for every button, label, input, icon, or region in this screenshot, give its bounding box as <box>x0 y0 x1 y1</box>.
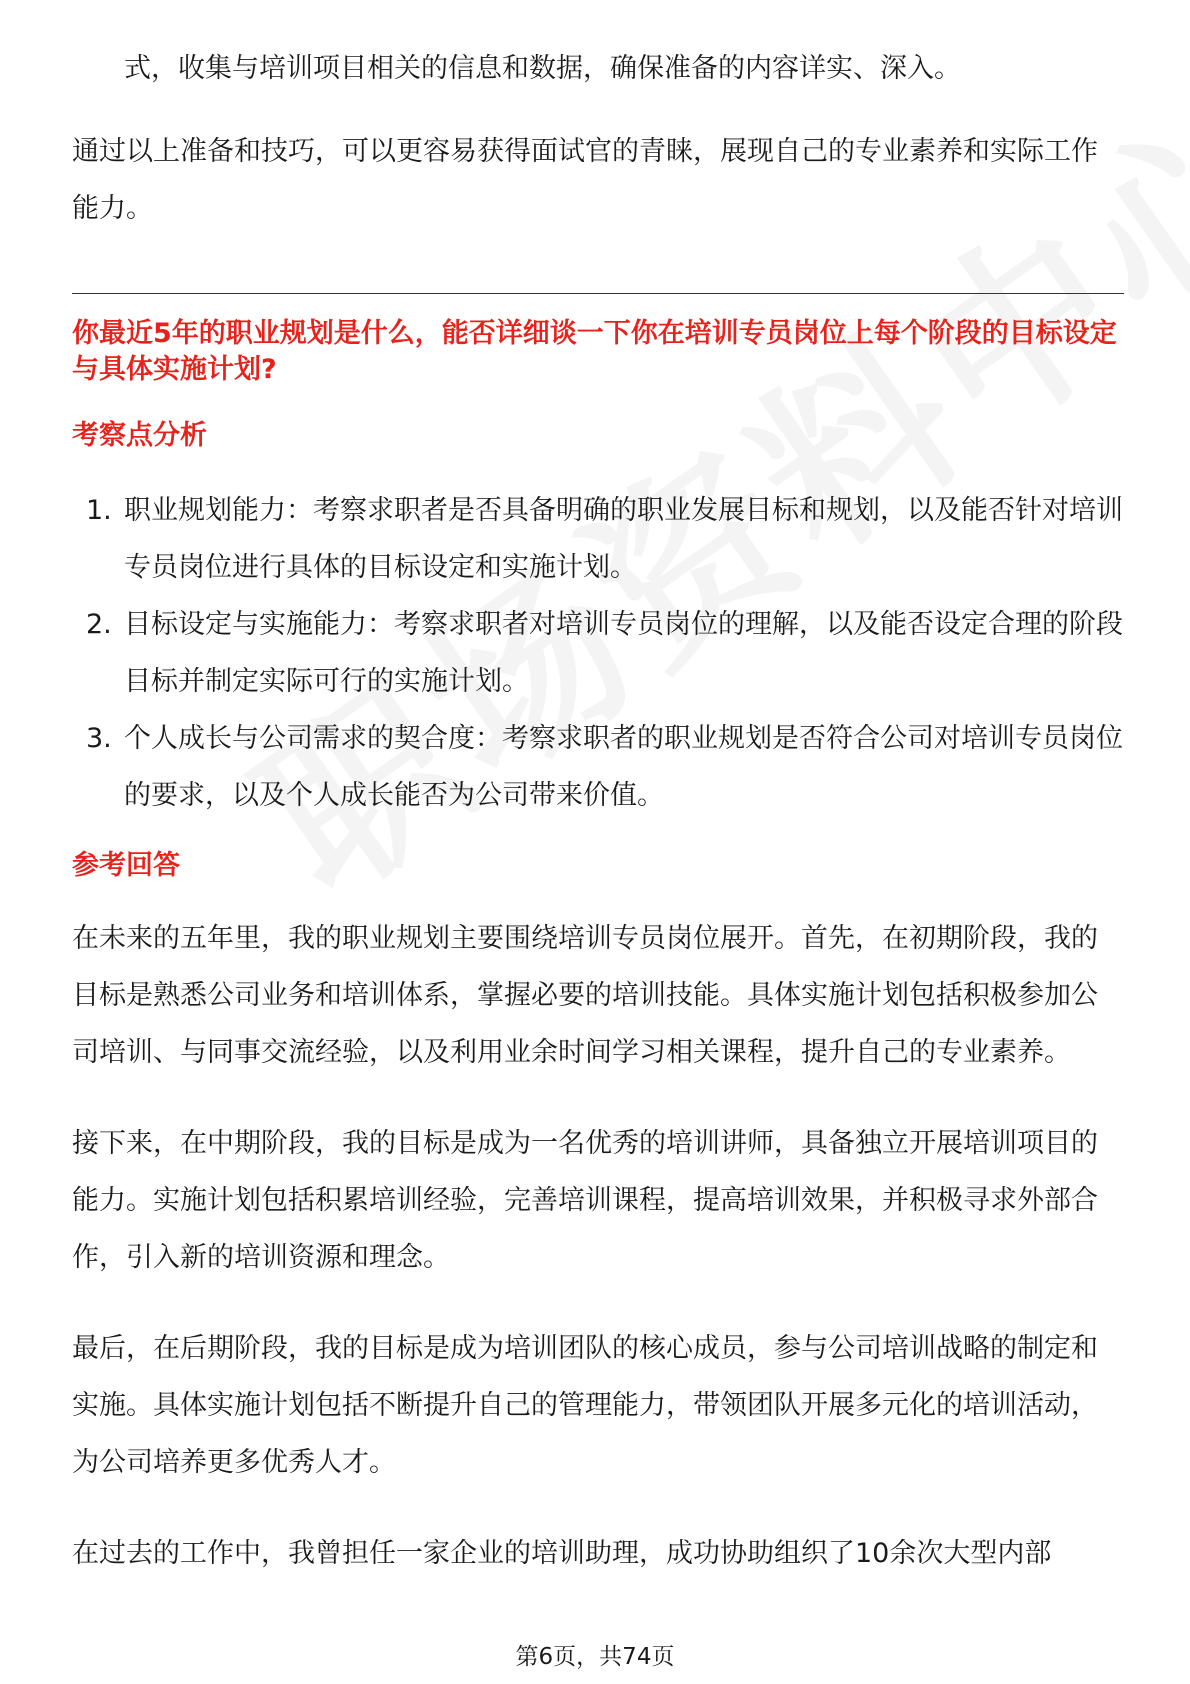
analysis-title: 考察点分析 <box>72 420 207 451</box>
analysis-list <box>72 482 1124 824</box>
intro-summary: 通过以上准备和技巧，可以更容易获得面试官的青睐，展现自己的专业素养和实际工作能力。 <box>72 136 1098 224</box>
answer-paragraph: 最后，在后期阶段，我的目标是成为培训团队的核心成员，参与公司培训战略的制定和实施。具体实施计划包括不断提升自己的管理能力，带领团队开展多元化的培训活动，为公司培养更多优秀人才。 <box>72 1333 1098 1478</box>
answer-paragraph: 在未来的五年里，我的职业规划主要围绕培训专员岗位展开。首先，在初期阶段，我的目标是熟悉公司业务和培训体系，掌握必要的培训技能。具体实施计划包括积极参加公司培训、与同事交流经验，以及利用业余时间学习相关课程，提升自己的专业素养。 <box>72 923 1098 1068</box>
analysis-item <box>72 710 1124 824</box>
analysis-item-number: 3. <box>86 723 112 754</box>
question-heading: 你最近5年的职业规划是什么，能否详细谈一下你在培训专员岗位上每个阶段的目标设定与具体实施计划? <box>72 318 1117 385</box>
analysis-item-text: 职业规划能力：考察求职者是否具备明确的职业发展目标和规划，以及能否针对培训专员岗位进行具体的目标设定和实施计划。 <box>124 495 1123 583</box>
analysis-item <box>72 482 1124 596</box>
answer-paragraph: 接下来，在中期阶段，我的目标是成为一名优秀的培训讲师，具备独立开展培训项目的能力。实施计划包括积累培训经验，完善培训课程，提高培训效果，并积极寻求外部合作，引入新的培训资源和理念。 <box>72 1128 1098 1273</box>
analysis-item-number: 2. <box>86 609 112 640</box>
answer-paragraph: 在过去的工作中，我曾担任一家企业的培训助理，成功协助组织了10余次大型内部 <box>72 1538 1052 1569</box>
section-divider <box>72 293 1124 294</box>
page-number-footer: 第6页，共74页 <box>515 1644 675 1670</box>
analysis-item-number: 1. <box>86 495 112 526</box>
analysis-item-text: 个人成长与公司需求的契合度：考察求职者的职业规划是否符合公司对培训专员岗位的要求，以及个人成长能否为公司带来价值。 <box>124 723 1123 811</box>
intro-continuation: 式，收集与培训项目相关的信息和数据，确保准备的内容详实、深入。 <box>124 53 961 84</box>
analysis-item-text: 目标设定与实施能力：考察求职者对培训专员岗位的理解，以及能否设定合理的阶段目标并制定实际可行的实施计划。 <box>124 609 1123 697</box>
page-content <box>72 40 1124 1582</box>
analysis-item <box>72 596 1124 710</box>
answer-title: 参考回答 <box>72 850 180 881</box>
